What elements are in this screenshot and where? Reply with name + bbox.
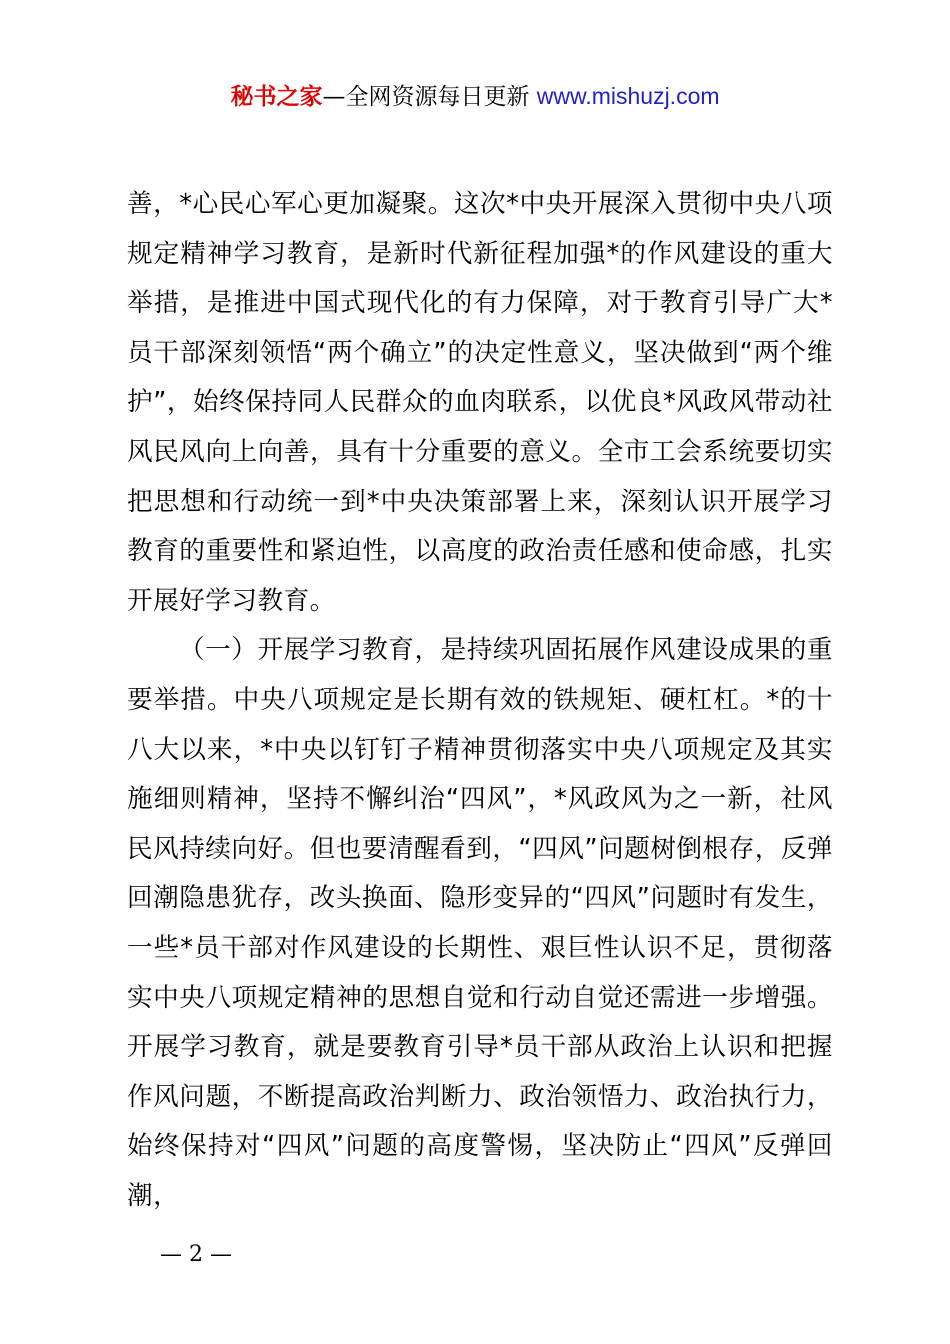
paragraph-section-one: （一）开展学习教育，是持续巩固拓展作风建设成果的重要举措。中央八项规定是长期有效的铁规矩、硬杠杠。*的十八大以来，*中央以钉钉子精神贯彻落实中央八项规定及其实施细则精神，坚持不懈纠治“四风”，*风政风为之一新，社风民风持续向好。但也要清醒看到，“四风”问题树倒根存，反弹回潮隐患犹存，改头换面、隐形变异的“四风”问题时有发生，一些*员干部对作风建设的长期性、艰巨性认识不足，贯彻落实中央八项规定精神的思想自觉和行动自觉还需进一步增强。开展学习教育，就是要教育引导*员干部从政治上认识和把握作风问题，不断提高政治判断力、政治领悟力、政治执行力，始终保持对“四风”问题的高度警惕，坚决防止“四风”反弹回潮，	[127, 635, 833, 1211]
paragraph-continued: 善，*心民心军心更加凝聚。这次*中央开展深入贯彻中央八项规定精神学习教育，是新时代新征程加强*的作风建设的重大举措，是推进中国式现代化的有力保障，对于教育引导广大*员干部深刻领悟“两个确立”的决定性意义，坚决做到“两个维护”，始终保持同人民群众的血肉联系，以优良*风政风带动社风民风向上向善，具有十分重要的意义。全市工会系统要切实把思想和行动统一到*中央决策部署上来，深刻认识开展学习教育的重要性和紧迫性，以高度的政治责任感和使命感，扎实开展好学习教育。	[127, 189, 833, 616]
document-body	[127, 180, 833, 1221]
page-number: — 2 —	[160, 1242, 232, 1267]
brand-name: 秘书之家	[230, 84, 323, 110]
site-url-link[interactable]: www.mishuzj.com	[536, 83, 720, 109]
header-tagline: —全网资源每日更新	[322, 84, 537, 110]
site-header	[0, 78, 950, 115]
